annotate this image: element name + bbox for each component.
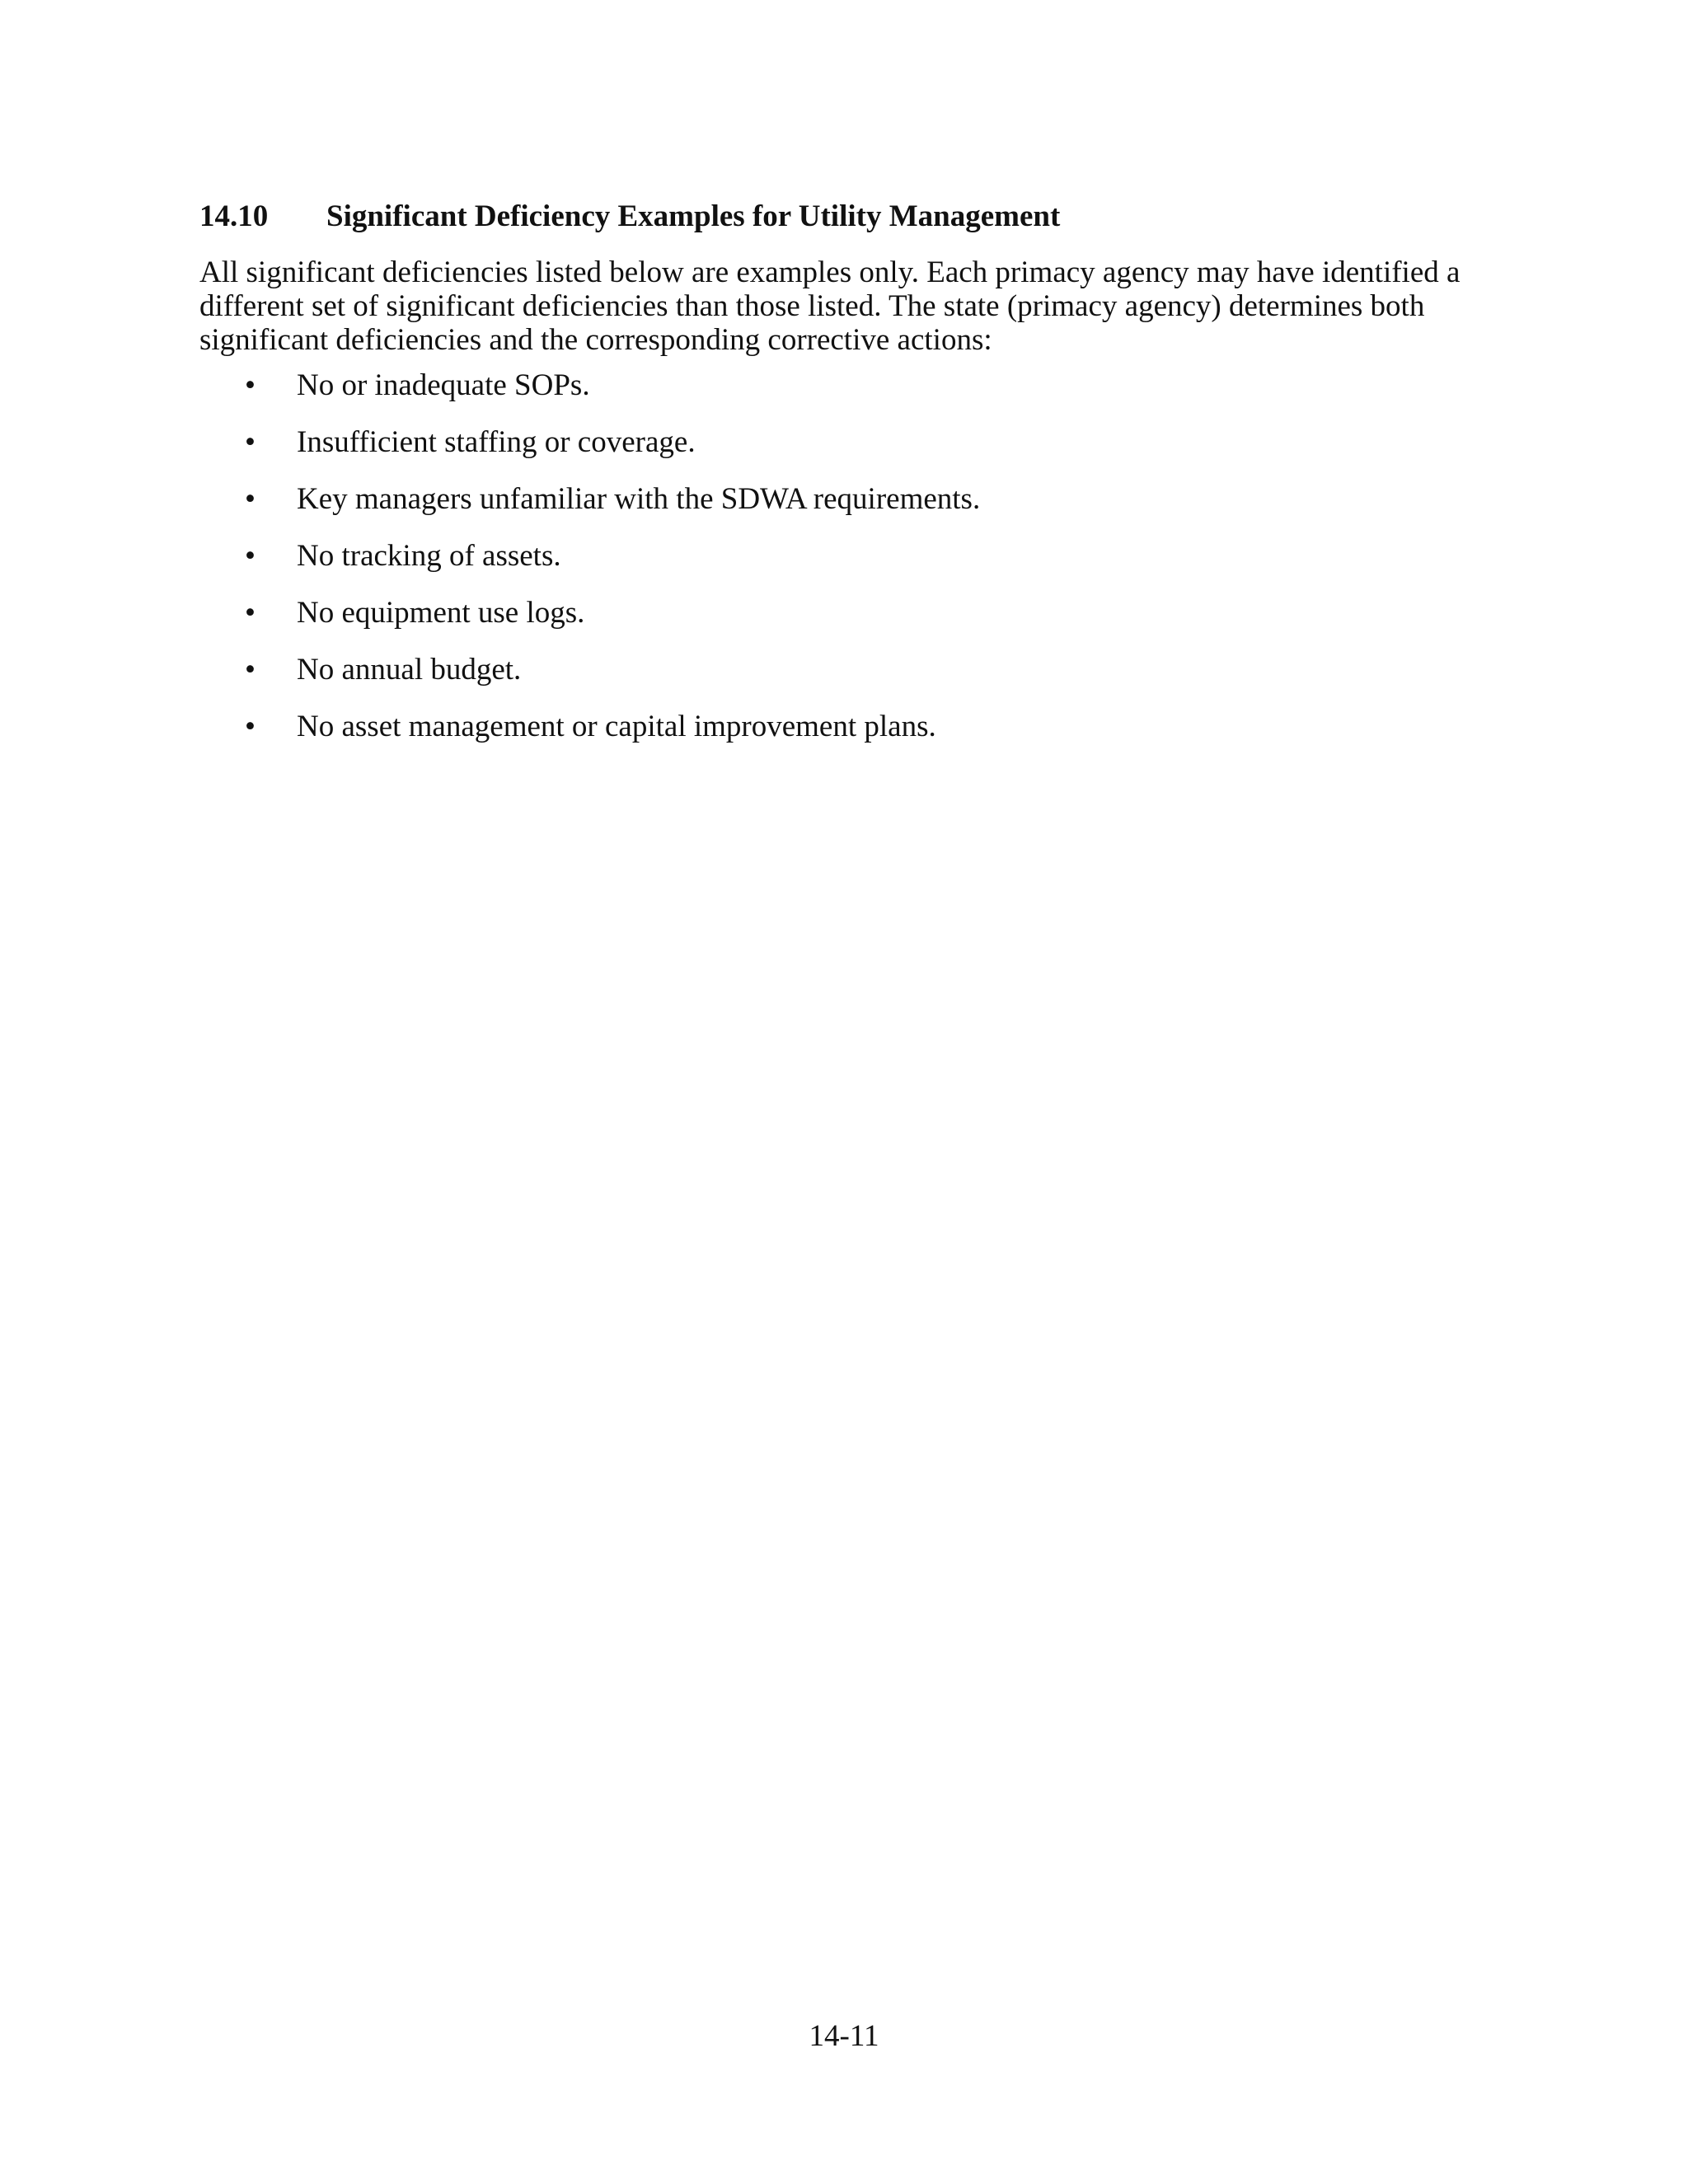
page-number: 14-11: [809, 2019, 879, 2053]
intro-paragraph: All significant deficiencies listed below are examples only. Each primacy agency may have identified a different set of significant deficiencies than those listed. The state (primacy agency) determines both significant deficiencies and the corresponding corrective actions:: [199, 255, 1461, 357]
bullet-icon: •: [245, 425, 256, 459]
list-item: [199, 368, 1485, 425]
list-item-text: No asset management or capital improvement plans.: [297, 710, 936, 743]
list-item-text: No equipment use logs.: [297, 596, 585, 630]
deficiency-list: [199, 368, 1485, 766]
bullet-icon: •: [245, 368, 256, 402]
list-item: [199, 653, 1485, 710]
list-item: [199, 710, 1485, 766]
bullet-icon: •: [245, 710, 256, 743]
list-item-text: Insufficient staffing or coverage.: [297, 425, 696, 459]
list-item-text: No or inadequate SOPs.: [297, 368, 590, 402]
list-item-text: No tracking of assets.: [297, 539, 561, 573]
list-item-text: Key managers unfamiliar with the SDWA requirements.: [297, 482, 981, 516]
page-content: [199, 198, 1485, 766]
section-number: 14.10: [199, 199, 269, 233]
bullet-icon: •: [245, 653, 256, 687]
bullet-icon: •: [245, 482, 256, 516]
bullet-icon: •: [245, 539, 256, 573]
list-item-text: No annual budget.: [297, 653, 522, 687]
section-heading: [199, 198, 1485, 236]
section-title: Significant Deficiency Examples for Utility Management: [326, 199, 1061, 233]
list-item: [199, 596, 1485, 653]
list-item: [199, 539, 1485, 596]
bullet-icon: •: [245, 596, 256, 630]
list-item: [199, 425, 1485, 482]
list-item: [199, 482, 1485, 539]
